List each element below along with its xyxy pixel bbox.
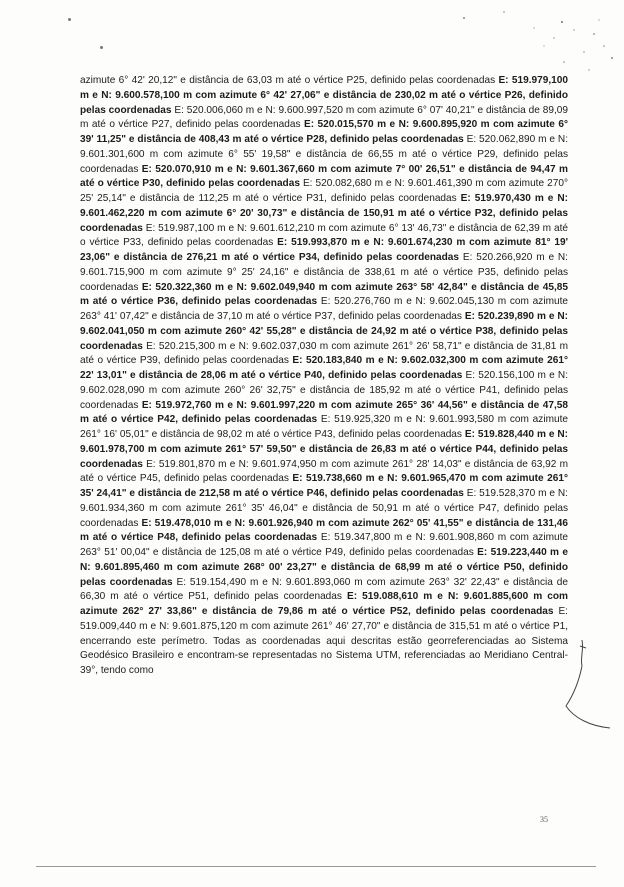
body-paragraph (80, 74, 568, 679)
text-run-bold: E: 519.970,430 m e N: 9.601.462,220 m com azimute 6° 20' 30,73" e distância de 150,91 m até o vértice P32, definido pelas coordenadas (80, 193, 568, 234)
text-run-bold: E: 520.239,890 m e N: 9.602.041,050 m com azimute 260° 42' 55,28" e distância de 24,92 m até o vértice P38, definido pelas coordenadas (80, 311, 569, 352)
text-run-bold: E: 520.070,910 m e N: 9.601.367,660 m com azimute 7° 00' 26,51" e distância de 94,47 m até o vértice P30, definido pelas coordenadas (80, 163, 569, 190)
text-run-bold: E: 520.015,570 m e N: 9.600.895,920 m com azimute 6° 39' 11,25" e distância de 408,43 m até o vértice P28, definido pelas coordenadas (80, 119, 568, 145)
text-run: E: 520.215,300 m e N: 9.602.037,030 m com azimute 261° 26' 58,71" e distância de 31,81 m até o vértice P39, definido pelas coordenadas (80, 340, 568, 367)
scan-artifact-marks (444, 0, 624, 80)
text-run: E: 520.006,060 m e N: 9.600.997,520 m com azimute 6° 07' 40,21" e distância de 89,09 m até o vértice P27, definido pelas coordenadas (80, 104, 568, 131)
text-run-bold: E: 519.828,440 m e N: 9.601.978,700 m com azimute 261° 57' 59,50" e distância de 26,83 m até o vértice P44, definido pelas coordenadas (80, 429, 569, 470)
text-run: E: 520.276,760 m e N: 9.602.045,130 m com azimute 263° 41' 07,42" e distância de 37,10 m até o vértice P37, definido pelas coordenadas (80, 296, 569, 322)
text-run: azimute 6° 42' 20,12" e distância de 63,03 m até o vértice P25, definido pelas coordenadas (80, 75, 499, 86)
text-run: E: 520.266,920 m e N: 9.601.715,900 m com azimute 9° 25' 24,16" e distância de 338,61 m até o vértice P35, definido pelas coordenadas (80, 252, 568, 293)
text-run: E: 520.082,680 m e N: 9.601.461,390 m com azimute 270° 25' 25,14" e distância de 112,25 m até o vértice P31, definido pelas coordenadas (80, 178, 568, 204)
text-run-bold: E: 519.738,660 m e N: 9.601.965,470 m com azimute 261° 35' 24,41" e distância de 212,58 m até o vértice P46, definido pelas coordenadas (80, 473, 568, 499)
handwritten-margin-mark (560, 636, 616, 736)
text-run: E: 519.925,320 m e N: 9.601.993,580 m com azimute 261° 16' 05,01" e distância de 98,02 m até o vértice P43, definido pelas coordenadas (80, 414, 569, 440)
scan-dot (68, 18, 71, 21)
text-run: E: 520.156,100 m e N: 9.602.028,090 m com azimute 260° 26' 32,75" e distância de 185,92 m até o vértice P41, definido pelas coordenadas (80, 370, 568, 411)
text-run-bold: E: 519.223,440 m e N: 9.601.895,460 m com azimute 268° 00' 23,27" e distância de 68,99 m até o vértice P50, definido pelas coordenadas (80, 547, 568, 588)
text-run-bold: E: 519.478,010 m e N: 9.601.926,940 m com azimute 262° 05' 41,55" e distância de 131,46 m até o vértice P48, definido pelas coordenadas (80, 517, 569, 544)
text-run: E: 519.154,490 m e N: 9.601.893,060 m com azimute 263° 32' 22,43" e distância de 66,30 m até o vértice P51, definido pelas coordenadas (80, 576, 568, 603)
text-run-bold: E: 519.088,610 m e N: 9.601.885,600 m com azimute 262° 27' 33,86" e distância de 79,86 m até o vértice P52, definido pelas coordenadas (80, 591, 569, 617)
text-run-bold: E: 519.993,870 m e N: 9.601.674,230 m com azimute 81° 19' 23,06" e distância de 276,21 m até o vértice P34, definido pelas coordenadas (80, 237, 568, 263)
page-number: 35 (540, 815, 548, 824)
scan-dot (100, 46, 103, 49)
text-run-bold: E: 519.979,100 m e N: 9.600.578,100 m com azimute 6° 42' 27,06" e distância de 230,02 m até o vértice P26, definido pelas coordenadas (80, 75, 568, 116)
footer-divider (36, 866, 596, 867)
text-run: E: 519.347,800 m e N: 9.601.908,860 m com azimute 263° 51' 00,04" e distância de 125,08 m até o vértice P49, definido pelas coordenadas (80, 532, 569, 558)
text-run-bold: E: 519.972,760 m e N: 9.601.997,220 m com azimute 265° 36' 44,56" e distância de 47,58 m até o vértice P42, definido pelas coordenadas (80, 399, 568, 426)
text-run: E: 519.009,440 m e N: 9.601.875,120 m com azimute 261° 46' 27,70" e distância de 315,51 m até o vértice P1, encerrando este perímetro. Todas as coordenadas aqui descritas estão georreferenciadas ao Sistema Geodésico Brasileiro e encontram-se representadas no Sistema UTM, referenciadas ao Meridiano Central-39°, tendo como (80, 606, 568, 676)
text-run: E: 519.987,100 m e N: 9.601.612,210 m com azimute 6° 13' 46,73" e distância de 62,39 m até o vértice P33, definido pelas coordenadas (80, 222, 568, 249)
text-run: E: 519.528,370 m e N: 9.601.934,360 m com azimute 261° 35' 46,04" e distância de 50,91 m até o vértice P47, definido pelas coordenadas (80, 488, 568, 529)
text-run: E: 520.062,890 m e N: 9.601.301,600 m com azimute 6° 55' 19,58" e distância de 66,55 m até o vértice P29, definido pelas coordenadas (80, 134, 568, 175)
text-run: E: 519.801,870 m e N: 9.601.974,950 m com azimute 261° 28' 14,03" e distância de 63,92 m até o vértice P45, definido pelas coordenadas (80, 458, 568, 485)
text-run-bold: E: 520.322,360 m e N: 9.602.049,940 m com azimute 263° 58' 42,84" e distância de 45,85 m até o vértice P36, definido pelas coordenadas (80, 281, 568, 308)
text-run-bold: E: 520.183,840 m e N: 9.602.032,300 m com azimute 261° 22' 13,01" e distância de 28,06 m até o vértice P40, definido pelas coordenadas (80, 355, 568, 381)
